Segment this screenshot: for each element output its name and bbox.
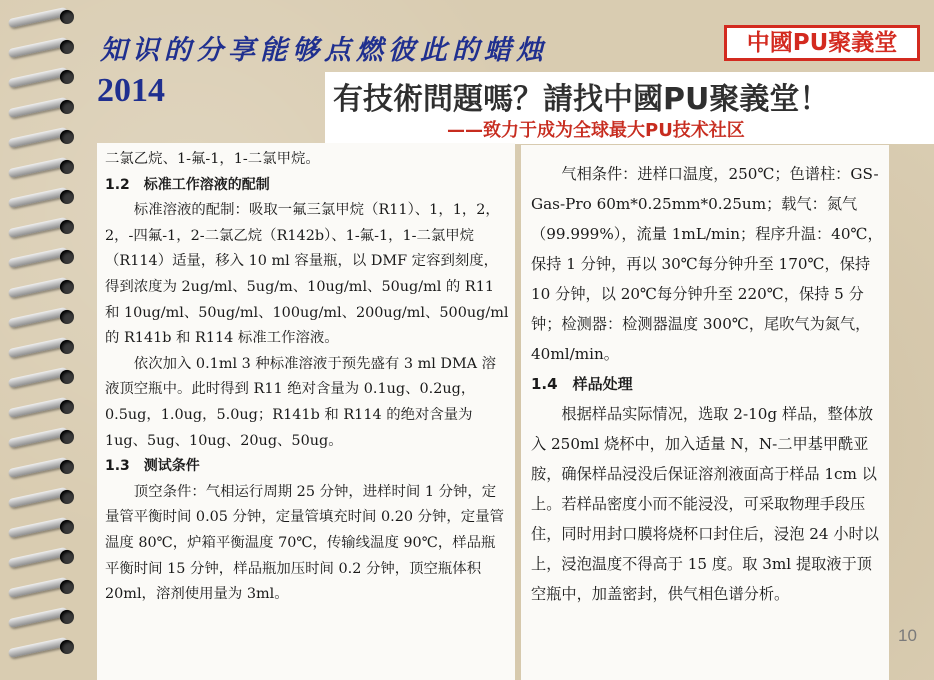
section-heading-1-3: 1.3 测试条件 bbox=[105, 458, 200, 475]
spiral-ring bbox=[8, 304, 78, 330]
spiral-ring bbox=[8, 514, 78, 540]
spiral-ring bbox=[8, 4, 78, 30]
spiral-ring bbox=[8, 484, 78, 510]
banner-question: 有技術問題嗎？請找中國PU聚義堂！ bbox=[333, 82, 830, 117]
section-heading-1-2: 1.2 标准工作溶液的配制 bbox=[105, 176, 270, 193]
left-document-column bbox=[97, 143, 515, 680]
spiral-ring bbox=[8, 34, 78, 60]
spiral-ring bbox=[8, 244, 78, 270]
spiral-binding bbox=[0, 0, 95, 680]
slide-year: 2014 bbox=[97, 72, 165, 109]
spiral-ring bbox=[8, 64, 78, 90]
spiral-ring bbox=[8, 334, 78, 360]
spiral-ring bbox=[8, 124, 78, 150]
spiral-ring bbox=[8, 364, 78, 390]
banner-subtitle: ——致力于成为全球最大PU技术社区 bbox=[447, 120, 745, 141]
spiral-ring bbox=[8, 274, 78, 300]
paragraph: 气相条件：进样口温度，250℃；色谱柱：GS-Gas-Pro 60m*0.25mm*0.25um；载气：氮气（99.999%），流量 1mL/min；程序升温：40℃，保持 1 分钟，再以 30℃每分钟升至 170℃，保持 10 分钟，以 20℃每分钟升至 220℃，保持 5 分钟；检测器：检测器温度 300℃，尾吹气为氮气，40ml/min。 bbox=[531, 165, 883, 363]
ad-banner bbox=[325, 72, 934, 144]
spiral-ring bbox=[8, 424, 78, 450]
section-heading-1-4: 1.4 样品处理 bbox=[531, 375, 633, 393]
spiral-ring bbox=[8, 574, 78, 600]
spiral-ring bbox=[8, 184, 78, 210]
spiral-ring bbox=[8, 634, 78, 660]
spiral-ring bbox=[8, 454, 78, 480]
paragraph: 二氯乙烷、1-氟-1，1-二氯甲烷。 bbox=[105, 151, 320, 167]
brand-logo: 中國PU聚義堂 bbox=[724, 25, 920, 61]
paragraph: 标准溶液的配制：吸取一氟三氯甲烷（R11）、1，1，2，2，-四氟-1，2-二氯乙烷（R142b）、1-氟-1，1-二氯甲烷（R114）适量，移入 10 ml 容量瓶，以 DMF 定容到刻度，得到浓度为 2ug/ml、5ug/m、10ug/ml、50ug/ml 的 R11 和 10ug/ml、50ug/ml、100ug/ml、200ug/ml、500ug/ml 的 R141b 和 R114 标准工作溶液。 bbox=[105, 202, 509, 347]
right-document-column bbox=[521, 145, 889, 680]
spiral-ring bbox=[8, 544, 78, 570]
spiral-ring bbox=[8, 604, 78, 630]
page-number: 10 bbox=[898, 626, 917, 645]
paragraph: 依次加入 0.1ml 3 种标准溶液于预先盛有 3 ml DMA 溶液顶空瓶中。此时得到 R11 绝对含量为 0.1ug、0.2ug，0.5ug，1.0ug，5.0ug；R141b 和 R114 的绝对含量为 1ug、5ug、10ug、20ug、50ug。 bbox=[105, 355, 497, 449]
spiral-ring bbox=[8, 154, 78, 180]
spiral-ring bbox=[8, 214, 78, 240]
slide-slogan: 知识的分享能够点燃彼此的蜡烛 bbox=[100, 35, 548, 66]
paragraph: 顶空条件：气相运行周期 25 分钟，进样时间 1 分钟，定量管平衡时间 0.05 分钟，定量管填充时间 0.20 分钟，定量管温度 80℃，炉箱平衡温度 70℃，传输线温度 90℃，样品瓶平衡时间 15 分钟，样品瓶加压时间 0.2 分钟，顶空瓶体积 20ml，溶剂使用量为 3ml。 bbox=[105, 483, 504, 603]
paragraph: 根据样品实际情况，选取 2-10g 样品，整体放入 250ml 烧杯中，加入适量 N，N-二甲基甲酰亚胺，确保样品浸没后保证溶剂液面高于样品 1cm 以上。若样品密度小而不能浸没，可采取物理手段压住，同时用封口膜将烧杯口封住后，浸泡 24 小时以上，浸泡温度不得高于 15 度。取 3ml 提取液于顶空瓶中，加盖密封，供气相色谱分析。 bbox=[531, 405, 879, 603]
spiral-ring bbox=[8, 394, 78, 420]
spiral-ring bbox=[8, 94, 78, 120]
